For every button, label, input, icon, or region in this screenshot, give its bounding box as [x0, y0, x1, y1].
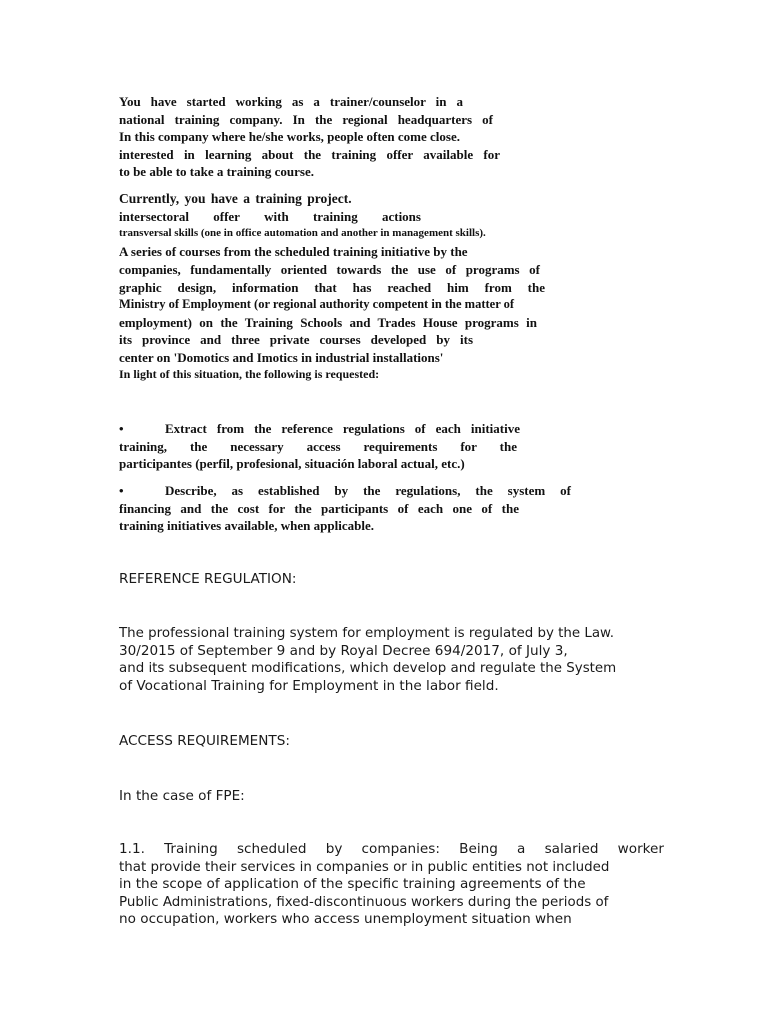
- task-first-line: Extract from the reference regulations of each initiative: [165, 421, 520, 436]
- reference-heading: REFERENCE REGULATION:: [119, 571, 297, 587]
- access-line: 1.1. Training scheduled by companies: Being a salaried worker: [119, 841, 664, 857]
- intro-line: national training company. In the regional headquarters of: [119, 111, 493, 127]
- project-line: Ministry of Employment (or regional authority competent in the matter of: [119, 297, 515, 311]
- intro-line: interested in learning about the training offer available for: [119, 146, 500, 162]
- project-line: graphic design, information that has reached him from the: [119, 279, 545, 295]
- intro-line: You have started working as a trainer/counselor in a: [119, 94, 463, 109]
- task-line: participantes (perfil, profesional, situación laboral actual, etc.): [119, 456, 465, 471]
- project-word: training: [312, 209, 358, 224]
- project-word: intersectoral: [119, 209, 190, 224]
- project-line: employment) on the Training Schools and Trades House programs in: [119, 314, 537, 330]
- project-line: center on 'Domotics and Imotics in industrial installations': [119, 349, 444, 365]
- reference-line: and its subsequent modifications, which develop and regulate the System: [119, 661, 617, 676]
- access-line: Public Administrations, fixed-discontinuous workers during the periods of: [119, 894, 609, 910]
- access-line: no occupation, workers who access unemployment situation when: [119, 911, 572, 927]
- project-line: Currently, you have a training project.: [119, 191, 352, 206]
- intro-line: In this company where he/she works, people often come close.: [119, 129, 460, 144]
- access-case: In the case of FPE:: [119, 788, 245, 804]
- task-line: training, the necessary access requirements for the: [119, 438, 517, 454]
- reference-line: 30/2015 of September 9 and by Royal Decree 694/2017, of July 3,: [119, 642, 568, 659]
- project-line-spaced: [119, 208, 421, 226]
- bullet-icon: •: [119, 421, 124, 436]
- intro-line: to be able to take a training course.: [119, 164, 314, 179]
- task-line: financing and the cost for the participants of each one of the: [119, 500, 519, 516]
- project-line: its province and three private courses developed by its: [119, 332, 473, 347]
- project-word: actions: [381, 209, 421, 224]
- project-line: A series of courses from the scheduled training initiative by the: [119, 244, 468, 259]
- bullet-icon: •: [119, 483, 124, 498]
- task-line: training initiatives available, when applicable.: [119, 518, 374, 533]
- task-bullet-item: [119, 420, 520, 438]
- reference-line: The professional training system for employment is regulated by the Law.: [119, 626, 615, 641]
- request-line: In light of this situation, the following is requested:: [119, 367, 380, 381]
- access-line: that provide their services in companies or in public entities not included: [119, 859, 610, 875]
- access-heading: ACCESS REQUIREMENTS:: [119, 733, 290, 749]
- project-line: companies, fundamentally oriented towards the use of programs of: [119, 262, 540, 277]
- project-word: with: [264, 209, 289, 224]
- task-first-line: Describe, as established by the regulations, the system of: [165, 483, 571, 498]
- reference-line: of Vocational Training for Employment in the labor field.: [119, 677, 499, 694]
- task-bullet-item: [119, 482, 571, 500]
- project-word: offer: [213, 209, 240, 224]
- access-line: in the scope of application of the specific training agreements of the: [119, 876, 586, 892]
- project-line-small: transversal skills (one in office automation and another in management skills).: [119, 227, 486, 239]
